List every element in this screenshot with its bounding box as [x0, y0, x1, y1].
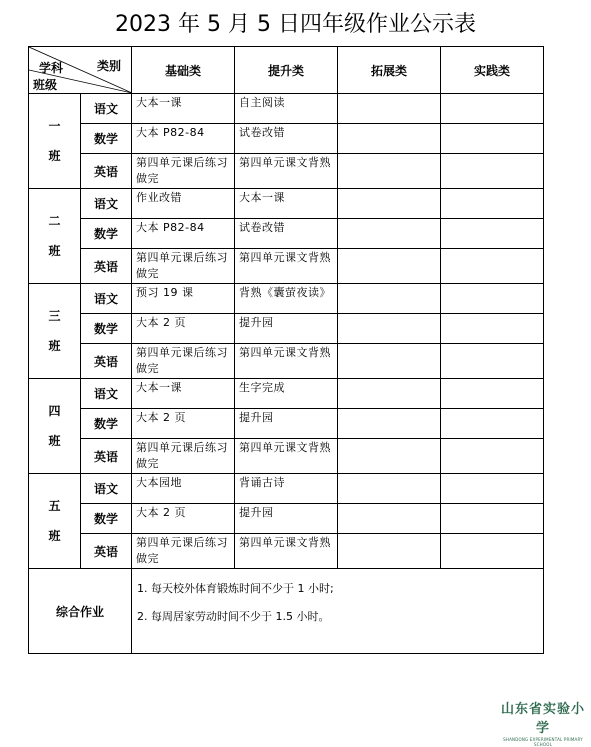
class-name-bottom: 班	[48, 339, 61, 353]
improve-cell: 提升园	[235, 409, 338, 439]
subject-math-cell: 数学	[81, 409, 132, 439]
table-row	[29, 474, 544, 504]
subject-english-cell: 英语	[81, 344, 132, 379]
extend-cell	[338, 154, 441, 189]
corner-header-cell	[29, 47, 132, 94]
comprehensive-content	[132, 569, 544, 654]
corner-class-label: 班级	[33, 78, 58, 92]
practice-cell	[441, 409, 544, 439]
school-logo	[498, 698, 588, 747]
subject-chinese-cell: 语文	[81, 284, 132, 314]
extend-cell	[338, 534, 441, 569]
improve-cell: 自主阅读	[235, 94, 338, 124]
improve-cell: 第四单元课文背熟	[235, 249, 338, 284]
basic-cell: 作业改错	[132, 189, 235, 219]
practice-cell	[441, 439, 544, 474]
improve-cell: 第四单元课文背熟	[235, 534, 338, 569]
subject-chinese-cell: 语文	[81, 474, 132, 504]
subject-chinese-cell: 语文	[81, 94, 132, 124]
extend-cell	[338, 124, 441, 154]
subject-chinese-cell: 语文	[81, 189, 132, 219]
class-name-top: 五	[48, 499, 61, 513]
improve-cell: 背熟《囊萤夜读》	[235, 284, 338, 314]
comprehensive-row	[29, 569, 544, 654]
basic-cell: 大本 2 页	[132, 314, 235, 344]
class-name-bottom: 班	[48, 434, 61, 448]
extend-cell	[338, 409, 441, 439]
basic-cell: 第四单元课后练习做完	[132, 249, 235, 284]
header-basic: 基础类	[132, 47, 235, 94]
class-name-cell	[29, 379, 81, 474]
basic-cell: 第四单元课后练习做完	[132, 154, 235, 189]
practice-cell	[441, 249, 544, 284]
basic-cell: 大本 2 页	[132, 409, 235, 439]
extend-cell	[338, 344, 441, 379]
corner-subject-label: 学科	[39, 61, 64, 75]
class-name-bottom: 班	[48, 149, 61, 163]
practice-cell	[441, 344, 544, 379]
comprehensive-item: 1. 每天校外体育锻炼时间不少于 1 小时;	[137, 582, 334, 595]
header-row	[29, 47, 544, 94]
class-name-cell	[29, 189, 81, 284]
improve-cell: 提升园	[235, 314, 338, 344]
basic-cell: 第四单元课后练习做完	[132, 344, 235, 379]
table-row	[29, 94, 544, 124]
table-row	[29, 344, 544, 379]
subject-math-cell: 数学	[81, 504, 132, 534]
extend-cell	[338, 219, 441, 249]
page-title: 2023 年 5 月 5 日四年级作业公示表	[115, 12, 476, 37]
table-row	[29, 154, 544, 189]
table-row	[29, 379, 544, 409]
class-name-top: 四	[48, 404, 61, 418]
class-name-top: 三	[48, 309, 61, 323]
subject-english-cell: 英语	[81, 534, 132, 569]
class-name-top: 二	[48, 214, 61, 228]
table-row	[29, 504, 544, 534]
practice-cell	[441, 154, 544, 189]
improve-cell: 第四单元课文背熟	[235, 154, 338, 189]
table-row	[29, 439, 544, 474]
subject-math-cell: 数学	[81, 219, 132, 249]
practice-cell	[441, 124, 544, 154]
extend-cell	[338, 504, 441, 534]
basic-cell: 预习 19 课	[132, 284, 235, 314]
corner-category-label: 类别	[97, 59, 122, 73]
extend-cell	[338, 94, 441, 124]
table-row	[29, 189, 544, 219]
basic-cell: 大本 P82-84	[132, 124, 235, 154]
table-row	[29, 249, 544, 284]
basic-cell: 第四单元课后练习做完	[132, 439, 235, 474]
subject-chinese-cell: 语文	[81, 379, 132, 409]
basic-cell: 大本园地	[132, 474, 235, 504]
header-improve: 提升类	[235, 47, 338, 94]
improve-cell: 第四单元课文背熟	[235, 439, 338, 474]
improve-cell: 大本一课	[235, 189, 338, 219]
table-row	[29, 534, 544, 569]
class-name-cell	[29, 474, 81, 569]
improve-cell: 试卷改错	[235, 124, 338, 154]
practice-cell	[441, 379, 544, 409]
table-row	[29, 219, 544, 249]
improve-cell: 试卷改错	[235, 219, 338, 249]
extend-cell	[338, 314, 441, 344]
table-row	[29, 284, 544, 314]
extend-cell	[338, 189, 441, 219]
table-row	[29, 124, 544, 154]
table-row	[29, 409, 544, 439]
practice-cell	[441, 189, 544, 219]
practice-cell	[441, 314, 544, 344]
subject-math-cell: 数学	[81, 124, 132, 154]
practice-cell	[441, 94, 544, 124]
class-name-bottom: 班	[48, 529, 61, 543]
header-extend: 拓展类	[338, 47, 441, 94]
class-name-top: 一	[48, 119, 61, 133]
practice-cell	[441, 474, 544, 504]
improve-cell: 背诵古诗	[235, 474, 338, 504]
school-logo-name: 山东省实验小学	[500, 702, 585, 736]
basic-cell: 大本 P82-84	[132, 219, 235, 249]
subject-english-cell: 英语	[81, 249, 132, 284]
school-logo-subtitle: SHANDONG EXPERIMENTAL PRIMARY SCHOOL	[503, 737, 583, 747]
basic-cell: 第四单元课后练习做完	[132, 534, 235, 569]
subject-math-cell: 数学	[81, 314, 132, 344]
extend-cell	[338, 439, 441, 474]
header-practice: 实践类	[441, 47, 544, 94]
table-row	[29, 314, 544, 344]
practice-cell	[441, 284, 544, 314]
practice-cell	[441, 219, 544, 249]
basic-cell: 大本一课	[132, 94, 235, 124]
practice-cell	[441, 534, 544, 569]
basic-cell: 大本一课	[132, 379, 235, 409]
homework-table	[28, 46, 544, 654]
basic-cell: 大本 2 页	[132, 504, 235, 534]
extend-cell	[338, 249, 441, 284]
improve-cell: 生字完成	[235, 379, 338, 409]
comprehensive-label: 综合作业	[29, 569, 132, 654]
subject-english-cell: 英语	[81, 439, 132, 474]
practice-cell	[441, 504, 544, 534]
extend-cell	[338, 379, 441, 409]
improve-cell: 第四单元课文背熟	[235, 344, 338, 379]
class-name-bottom: 班	[48, 244, 61, 258]
improve-cell: 提升园	[235, 504, 338, 534]
extend-cell	[338, 474, 441, 504]
subject-english-cell: 英语	[81, 154, 132, 189]
class-name-cell	[29, 94, 81, 189]
extend-cell	[338, 284, 441, 314]
comprehensive-item: 2. 每周居家劳动时间不少于 1.5 小时。	[137, 610, 330, 623]
class-name-cell	[29, 284, 81, 379]
